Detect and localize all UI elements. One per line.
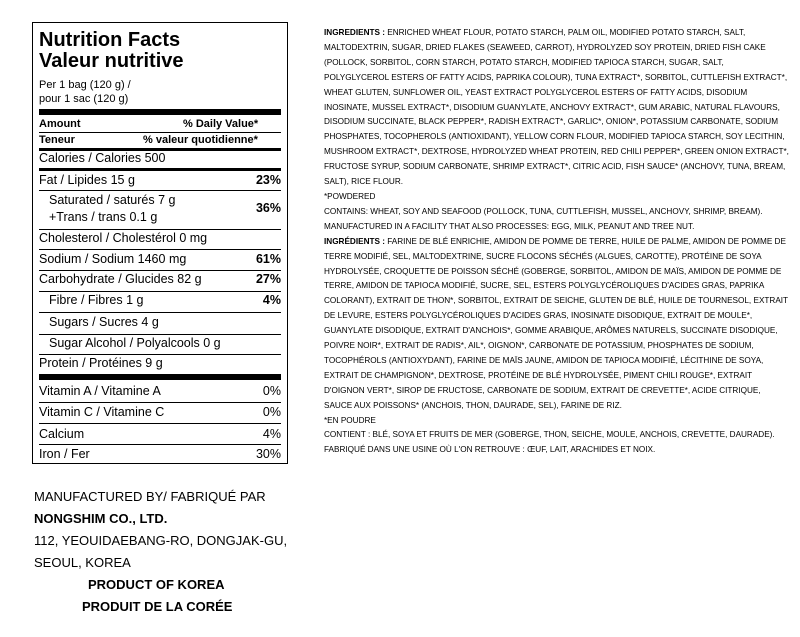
saturated-label: Saturated / saturés 7 g xyxy=(49,193,176,207)
divider xyxy=(39,249,281,250)
vitamin-c-dv: 0% xyxy=(262,405,281,419)
divider xyxy=(39,312,281,313)
ingredients-en xyxy=(324,26,790,190)
sodium-row xyxy=(39,252,281,267)
sugars-label: Sugars / Sucres 4 g xyxy=(49,315,159,329)
en-poudre-note: *EN POUDRE xyxy=(324,415,376,425)
cholesterol-row xyxy=(39,231,281,246)
iron-row xyxy=(39,447,281,462)
address-line-1: 112, YEOUIDAEBANG-RO, DONGJAK-GU, xyxy=(34,533,288,548)
fat-dv: 23% xyxy=(255,173,281,187)
valeur-quotidienne-label: % valeur quotidienne* xyxy=(143,134,258,146)
ingredients-en-text: ENRICHED WHEAT FLOUR, POTATO STARCH, PALM OIL, MODIFIED POTATO STARCH, SALT, MALTODEXTRIN, SUGAR, DRIED FLAKES (SEAWEED, CARROT), HYDROLYZED SOY PROTEIN, DRIED FISH CAKE (POLLOCK, SORBITOL, CORN STARCH, POTATO STARCH, MODIFIED TAPIOCA STARCH, SUGAR, SALT, POLYGLYCEROL ESTERS OF FATTY ACIDS, PAPRIKA COLOUR), TUNA EXTRACT*, SORBITOL, CUTTLEFISH EXTRACT*, WHEAT GLUTEN, SUNFLOWER OIL, YEAST EXTRACT POLYGLYCEROL ESTERS OF FATTY ACIDS, DISODIUM INOSINATE, MUSSEL EXTRACT*, DISODIUM GUANYLATE, ANCHOVY EXTRACT*, GUM ARABIC, NATURAL FLAVOURS, DISODIUM SUCCINATE, BLACK PEPPER*, RADISH EXTRACT*, GARLIC*, ONION*, POTASSIUM CARBONATE, SODIUM PHOSPHATES, TOCOPHEROLS (ANTIOXIDANT), YELLOW CORN FLOUR, MODIFIED TAPIOCA STARCH, SOY LECITHIN, MUSHROOM EXTRACT*, DEXTROSE, HYDROLYZED WHEAT PROTEIN, RED CHILI PEPPER*, GREEN ONION EXTRACT*, FRUCTOSE SYRUP, SODIUM CARBONATE, SHRIMP EXTRACT*, CITRIC ACID, FISH SAUCE* (ANCHOVY, TUNA, BREAM, SALT), RICE FLOUR. xyxy=(324,28,789,187)
fat-row xyxy=(39,173,281,188)
carbohydrate-row xyxy=(39,272,281,287)
vitamin-c-row xyxy=(39,405,281,420)
contains-statement: CONTAINS: WHEAT, SOY AND SEAFOOD (POLLOCK, TUNA, CUTTLEFISH, MUSSEL, ANCHOVY, SHRIMP, BREAM). xyxy=(324,206,763,216)
carbohydrate-label: Carbohydrate / Glucides 82 g xyxy=(39,272,202,286)
serving-size-en: Per 1 bag (120 g) / xyxy=(39,79,131,91)
divider xyxy=(39,402,281,403)
divider-medium xyxy=(39,168,281,171)
protein-label: Protein / Protéines 9 g xyxy=(39,356,163,370)
ingredients-block xyxy=(324,26,790,458)
divider xyxy=(39,291,281,292)
divider xyxy=(39,132,281,133)
saturated-trans-dv: 36% xyxy=(255,201,281,215)
powdered-note: *POWDERED xyxy=(324,191,376,201)
fibre-dv: 4% xyxy=(262,293,281,307)
vitamin-a-row xyxy=(39,384,281,399)
divider xyxy=(39,229,281,230)
trans-row xyxy=(39,210,281,225)
address-line-2: SEOUL, KOREA xyxy=(34,555,131,570)
ingredients-fr-text: FARINE DE BLÉ ENRICHIE, AMIDON DE POMME DE TERRE, HUILE DE PALME, AMIDON DE POMME DE TERRE MODIFIÉ, SEL, MALTODEXTRINE, SUCRE FLOCONS SÉCHÉS (ALGUES, CAROTTE), PROTÉINE DE SOYA HYDROLYSÉE, CROQUETTE DE POISSON SÉCHÉ (GOBERGE, SORBITOL, AMIDON DE MAÏS, AMIDON DE POMME DE TERRE, AMIDON DE TAPIOCA MODIFIÉ, SUCRE, SEL, ESTERS POLYGLYCÉROLIQUES D'ACIDES GRAS, PAPRIKA COLORANT), EXTRAIT DE THON*, SORBITOL, EXTRAIT DE SEICHE, GLUTEN DE BLÉ, HUILE DE TOURNESOL, EXTRAIT DE LEVURE, ESTERS POLYGLYCÉROLIQUES D'ACIDES GRAS, INOSINATE DISODIQUE, EXTRAIT DE MOULE*, GUANYLATE DISODIQUE, EXTRAIT D'ANCHOIS*, GOMME ARABIQUE, ARÔMES NATURELS, SUCCINATE DISODIQUE, POIVRE NOIR*, EXTRAIT DE RADIS*, AIL*, OIGNON*, CARBONATE DE POTASSIUM, PHOSPHATES DE SODIUM, TOCOPHÉROLS (ANTIOXYDANT), FARINE DE MAÏS JAUNE, AMIDON DE TAPIOCA MODIFIÉ, LÉCITHINE DE SOYA, EXTRAIT DE CHAMPIGNON*, DEXTROSE, PROTÉINE DE BLÉ HYDROLYSÉE, PIMENT CHILI ROUGE*, EXTRAIT D'OIGNON VERT*, SIROP DE FRUCTOSE, CARBONATE DE SODIUM, EXTRAIT DE CREVETTE*, ACIDE CITRIQUE, SAUCE AUX POISSONS* (ANCHOIS, THON, DAURADE, SEL), FARINE DE RIZ. xyxy=(324,236,788,410)
divider xyxy=(39,270,281,271)
divider xyxy=(39,444,281,445)
fibre-label: Fibre / Fibres 1 g xyxy=(49,293,144,307)
nutrition-facts-panel xyxy=(32,22,288,464)
cholesterol-label: Cholesterol / Cholestérol 0 mg xyxy=(39,231,208,245)
fibre-row xyxy=(39,293,281,308)
divider-thick xyxy=(39,109,281,115)
ingredients-fr xyxy=(324,235,790,414)
calcium-label: Calcium xyxy=(39,427,85,441)
product-of-korea: PRODUCT OF KOREA xyxy=(88,577,225,592)
calories-row xyxy=(39,151,281,166)
sugars-row xyxy=(39,315,281,330)
nutrition-title-fr: Valeur nutritive xyxy=(39,50,184,72)
iron-dv: 30% xyxy=(255,447,281,461)
company-name: NONGSHIM CO., LTD. xyxy=(34,511,168,526)
trans-label: +Trans / trans 0.1 g xyxy=(49,210,158,224)
protein-row xyxy=(39,356,281,371)
facility-statement: MANUFACTURED IN A FACILITY THAT ALSO PROCESSES: EGG, MILK, PEANUT AND TREE NUT. xyxy=(324,221,695,231)
serving-size-fr: pour 1 sac (120 g) xyxy=(39,93,129,105)
saturated-row xyxy=(39,193,281,208)
calcium-dv: 4% xyxy=(262,427,281,441)
iron-label: Iron / Fer xyxy=(39,447,90,461)
teneur-label: Teneur xyxy=(39,134,75,146)
nutrition-title-en: Nutrition Facts xyxy=(39,29,181,51)
sugar-alcohol-label: Sugar Alcohol / Polyalcools 0 g xyxy=(49,336,221,350)
carbohydrate-dv: 27% xyxy=(255,272,281,286)
fat-label: Fat / Lipides 15 g xyxy=(39,173,135,187)
vitamin-c-label: Vitamin C / Vitamine C xyxy=(39,405,165,419)
vitamin-a-dv: 0% xyxy=(262,384,281,398)
sugar-alcohol-row xyxy=(39,336,281,351)
vitamin-a-label: Vitamin A / Vitamine A xyxy=(39,384,161,398)
produit-de-la-coree: PRODUIT DE LA CORÉE xyxy=(82,599,233,614)
divider xyxy=(39,423,281,424)
divider xyxy=(39,354,281,355)
divider xyxy=(39,334,281,335)
usine-statement: FABRIQUÉ DANS UNE USINE OÙ L'ON RETROUVE : ŒUF, LAIT, ARACHIDES ET NOIX. xyxy=(324,445,656,455)
sodium-label: Sodium / Sodium 1460 mg xyxy=(39,252,187,266)
manufactured-by: MANUFACTURED BY/ FABRIQUÉ PAR xyxy=(34,489,266,504)
divider xyxy=(39,190,281,191)
calories-label: Calories / Calories 500 xyxy=(39,151,166,165)
manufacturer-block xyxy=(34,486,334,618)
ingredients-en-label: INGREDIENTS : xyxy=(324,28,385,37)
sodium-dv: 61% xyxy=(255,252,281,266)
calcium-row xyxy=(39,427,281,442)
divider-thick xyxy=(39,374,281,380)
ingredients-fr-label: INGRÉDIENTS : xyxy=(324,236,385,246)
daily-value-label: % Daily Value* xyxy=(183,118,259,130)
amount-label: Amount xyxy=(39,118,81,130)
contient-statement: CONTIENT : BLÉ, SOYA ET FRUITS DE MER (GOBERGE, THON, SEICHE, MOULE, ANCHOIS, CREVETTE, DAURADE). xyxy=(324,430,775,440)
